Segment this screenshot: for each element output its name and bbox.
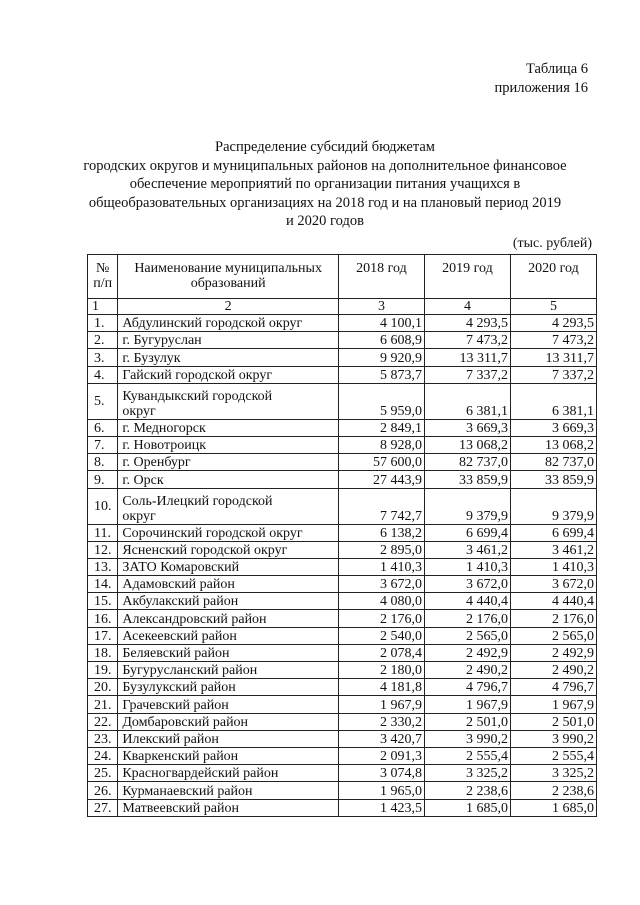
value-2018: 6 138,2 <box>338 524 424 541</box>
value-2018: 1 967,9 <box>338 696 424 713</box>
row-number: 5. <box>88 383 118 419</box>
row-number: 10. <box>88 488 118 524</box>
table-row <box>88 679 597 696</box>
value-2018: 3 420,7 <box>338 730 424 747</box>
value-2020: 4 796,7 <box>510 679 596 696</box>
value-2020: 3 325,2 <box>510 765 596 782</box>
value-2018: 5 873,7 <box>338 366 424 383</box>
table-row <box>88 366 597 383</box>
table-row <box>88 558 597 575</box>
municipality-name: Курманаевский район <box>118 782 339 799</box>
value-2020: 2 238,6 <box>510 782 596 799</box>
row-number: 15. <box>88 593 118 610</box>
value-2020: 6 699,4 <box>510 524 596 541</box>
municipality-name: Красногвардейский район <box>118 765 339 782</box>
value-2018: 3 074,8 <box>338 765 424 782</box>
value-2018: 7 742,7 <box>338 488 424 524</box>
value-2020: 1 410,3 <box>510 558 596 575</box>
table-row <box>88 383 597 419</box>
table-row <box>88 436 597 453</box>
table-number: Таблица 6 <box>525 61 588 77</box>
row-number: 23. <box>88 730 118 747</box>
municipality-name: ЗАТО Комаровский <box>118 558 339 575</box>
value-2018: 57 600,0 <box>338 454 424 471</box>
title-line-3: обеспечение мероприятий по организации питания учащихся в <box>129 176 521 192</box>
column-index: 3 <box>338 299 424 315</box>
value-2019: 6 699,4 <box>424 524 510 541</box>
value-2018: 1 965,0 <box>338 782 424 799</box>
row-number: 18. <box>88 644 118 661</box>
value-2019: 13 068,2 <box>424 436 510 453</box>
value-2019: 3 461,2 <box>424 541 510 558</box>
table-row <box>88 765 597 782</box>
value-2019: 3 669,3 <box>424 419 510 436</box>
table-row <box>88 541 597 558</box>
municipality-name: Илекский район <box>118 730 339 747</box>
row-number: 20. <box>88 679 118 696</box>
municipality-name: Кваркенский район <box>118 747 339 764</box>
municipality-name: г. Оренбург <box>118 454 339 471</box>
title-line-5: и 2020 годов <box>286 213 364 229</box>
table-row <box>88 627 597 644</box>
value-2019: 2 565,0 <box>424 627 510 644</box>
appendix-reference <box>495 60 588 98</box>
header-2019: 2019 год <box>424 255 510 299</box>
value-2019: 2 490,2 <box>424 662 510 679</box>
row-number: 1. <box>88 315 118 332</box>
table-row <box>88 644 597 661</box>
table-row <box>88 799 597 816</box>
value-2020: 1 685,0 <box>510 799 596 816</box>
table-row <box>88 349 597 366</box>
table-row <box>88 782 597 799</box>
value-2018: 4 181,8 <box>338 679 424 696</box>
municipality-name-line-1: Соль-Илецкий городской <box>122 493 273 509</box>
value-2020: 82 737,0 <box>510 454 596 471</box>
table-row <box>88 332 597 349</box>
value-2020: 6 381,1 <box>510 383 596 419</box>
value-2018: 2 895,0 <box>338 541 424 558</box>
value-2020: 2 492,9 <box>510 644 596 661</box>
row-number: 6. <box>88 419 118 436</box>
row-number: 19. <box>88 662 118 679</box>
municipality-name: Сорочинский городской округ <box>118 524 339 541</box>
value-2019: 2 501,0 <box>424 713 510 730</box>
value-2019: 4 293,5 <box>424 315 510 332</box>
municipality-name: г. Бузулук <box>118 349 339 366</box>
header-name <box>118 255 339 299</box>
row-number: 25. <box>88 765 118 782</box>
table-body <box>88 315 597 817</box>
value-2019: 33 859,9 <box>424 471 510 488</box>
municipality-name: г. Новотроицк <box>118 436 339 453</box>
row-number: 4. <box>88 366 118 383</box>
municipality-name: Бузулукский район <box>118 679 339 696</box>
header-number-line-1: № <box>95 261 110 276</box>
municipality-name: г. Орск <box>118 471 339 488</box>
row-number: 22. <box>88 713 118 730</box>
table-row <box>88 488 597 524</box>
value-2019: 82 737,0 <box>424 454 510 471</box>
header-number-line-2: п/п <box>93 276 113 291</box>
header-number <box>88 255 118 299</box>
municipality-name-line-2: округ <box>122 508 156 524</box>
row-number: 13. <box>88 558 118 575</box>
value-2019: 1 410,3 <box>424 558 510 575</box>
value-2019: 13 311,7 <box>424 349 510 366</box>
value-2019: 3 325,2 <box>424 765 510 782</box>
row-number: 14. <box>88 576 118 593</box>
value-2018: 3 672,0 <box>338 576 424 593</box>
value-2018: 4 080,0 <box>338 593 424 610</box>
document-title <box>60 138 590 231</box>
municipality-name: Абдулинский городской округ <box>118 315 339 332</box>
table-header-row <box>88 255 597 299</box>
value-2018: 4 100,1 <box>338 315 424 332</box>
municipality-name: Асекеевский район <box>118 627 339 644</box>
value-2018: 2 078,4 <box>338 644 424 661</box>
value-2018: 5 959,0 <box>338 383 424 419</box>
row-number: 26. <box>88 782 118 799</box>
value-2019: 3 672,0 <box>424 576 510 593</box>
municipality-name: Беляевский район <box>118 644 339 661</box>
table-row <box>88 315 597 332</box>
value-2019: 6 381,1 <box>424 383 510 419</box>
value-2018: 2 849,1 <box>338 419 424 436</box>
row-number: 2. <box>88 332 118 349</box>
value-2018: 2 091,3 <box>338 747 424 764</box>
value-2020: 2 555,4 <box>510 747 596 764</box>
table-row <box>88 419 597 436</box>
table-row <box>88 713 597 730</box>
units-note: (тыс. рублей) <box>512 236 592 251</box>
table-row <box>88 747 597 764</box>
title-line-1: Распределение субсидий бюджетам <box>215 139 435 155</box>
value-2019: 2 555,4 <box>424 747 510 764</box>
row-number: 16. <box>88 610 118 627</box>
value-2019: 9 379,9 <box>424 488 510 524</box>
value-2020: 3 672,0 <box>510 576 596 593</box>
table-row <box>88 471 597 488</box>
value-2020: 2 176,0 <box>510 610 596 627</box>
subsidy-table <box>87 254 597 817</box>
municipality-name: Адамовский район <box>118 576 339 593</box>
value-2018: 27 443,9 <box>338 471 424 488</box>
table-row <box>88 593 597 610</box>
value-2019: 2 238,6 <box>424 782 510 799</box>
municipality-name: Грачевский район <box>118 696 339 713</box>
value-2019: 7 473,2 <box>424 332 510 349</box>
value-2020: 4 293,5 <box>510 315 596 332</box>
row-number: 9. <box>88 471 118 488</box>
value-2018: 9 920,9 <box>338 349 424 366</box>
appendix-number: приложения 16 <box>494 80 588 96</box>
value-2020: 2 490,2 <box>510 662 596 679</box>
value-2020: 3 990,2 <box>510 730 596 747</box>
municipality-name-line-2: округ <box>122 403 156 419</box>
header-name-line-1: Наименование муниципальных <box>134 261 322 276</box>
value-2019: 3 990,2 <box>424 730 510 747</box>
value-2018: 6 608,9 <box>338 332 424 349</box>
value-2018: 1 423,5 <box>338 799 424 816</box>
value-2018: 2 180,0 <box>338 662 424 679</box>
value-2020: 33 859,9 <box>510 471 596 488</box>
table-row <box>88 454 597 471</box>
value-2018: 2 540,0 <box>338 627 424 644</box>
value-2020: 7 473,2 <box>510 332 596 349</box>
header-2018: 2018 год <box>338 255 424 299</box>
row-number: 21. <box>88 696 118 713</box>
column-index: 4 <box>424 299 510 315</box>
value-2019: 4 440,4 <box>424 593 510 610</box>
table-row <box>88 696 597 713</box>
value-2018: 2 330,2 <box>338 713 424 730</box>
header-name-line-2: образований <box>190 276 266 291</box>
municipality-name: Акбулакский район <box>118 593 339 610</box>
header-2020: 2020 год <box>510 255 596 299</box>
value-2018: 1 410,3 <box>338 558 424 575</box>
value-2019: 1 685,0 <box>424 799 510 816</box>
table-row <box>88 730 597 747</box>
title-line-2: городских округов и муниципальных районов на дополнительное финансовое <box>83 157 567 174</box>
municipality-name <box>118 383 339 419</box>
value-2020: 3 461,2 <box>510 541 596 558</box>
row-number: 27. <box>88 799 118 816</box>
column-index: 1 <box>88 299 118 315</box>
value-2019: 4 796,7 <box>424 679 510 696</box>
row-number: 8. <box>88 454 118 471</box>
value-2020: 13 068,2 <box>510 436 596 453</box>
municipality-name: г. Медногорск <box>118 419 339 436</box>
table-row <box>88 662 597 679</box>
municipality-name: Бугурусланский район <box>118 662 339 679</box>
row-number: 24. <box>88 747 118 764</box>
row-number: 12. <box>88 541 118 558</box>
table-row <box>88 524 597 541</box>
row-number: 11. <box>88 524 118 541</box>
value-2020: 2 565,0 <box>510 627 596 644</box>
column-index: 5 <box>510 299 596 315</box>
row-number: 3. <box>88 349 118 366</box>
municipality-name: Матвеевский район <box>118 799 339 816</box>
value-2020: 9 379,9 <box>510 488 596 524</box>
municipality-name <box>118 488 339 524</box>
value-2018: 8 928,0 <box>338 436 424 453</box>
column-index: 2 <box>118 299 339 315</box>
municipality-name: г. Бугуруслан <box>118 332 339 349</box>
value-2020: 7 337,2 <box>510 366 596 383</box>
municipality-name: Ясненский городской округ <box>118 541 339 558</box>
value-2020: 1 967,9 <box>510 696 596 713</box>
municipality-name-line-1: Кувандыкский городской <box>122 388 273 404</box>
value-2019: 1 967,9 <box>424 696 510 713</box>
table-row <box>88 610 597 627</box>
value-2018: 2 176,0 <box>338 610 424 627</box>
municipality-name: Домбаровский район <box>118 713 339 730</box>
value-2019: 2 176,0 <box>424 610 510 627</box>
table-row <box>88 576 597 593</box>
value-2019: 2 492,9 <box>424 644 510 661</box>
value-2020: 4 440,4 <box>510 593 596 610</box>
row-number: 7. <box>88 436 118 453</box>
municipality-name: Гайский городской округ <box>118 366 339 383</box>
row-number: 17. <box>88 627 118 644</box>
value-2020: 13 311,7 <box>510 349 596 366</box>
value-2019: 7 337,2 <box>424 366 510 383</box>
value-2020: 3 669,3 <box>510 419 596 436</box>
value-2020: 2 501,0 <box>510 713 596 730</box>
municipality-name: Александровский район <box>118 610 339 627</box>
column-index-row <box>88 299 597 315</box>
title-line-4: общеобразовательных организациях на 2018 год и на плановый период 2019 <box>88 194 562 211</box>
